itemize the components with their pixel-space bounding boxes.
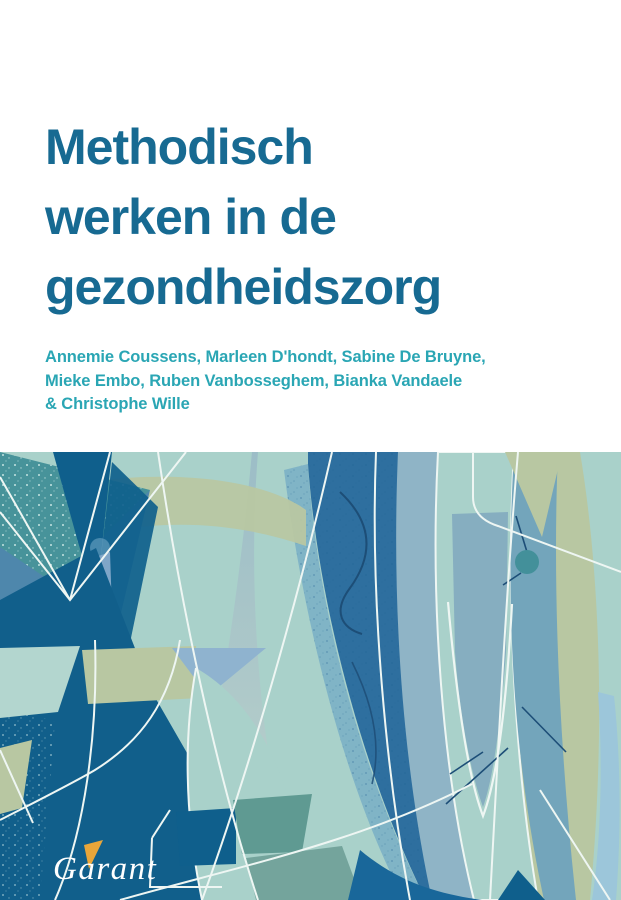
title-line-3: gezondheidszorg	[45, 259, 442, 315]
author-line-2: Mieke Embo, Ruben Vanbosseghem, Bianka Vandaele	[45, 371, 463, 390]
abstract-art-svg	[0, 452, 621, 900]
art-right-leaves	[396, 452, 621, 900]
author-line-3: & Christophe Wille	[45, 395, 190, 413]
cover-artwork	[0, 452, 621, 900]
author-line-1: Annemie Coussens, Marleen D'hondt, Sabine De Bruyne,	[45, 348, 486, 366]
book-title	[45, 112, 441, 322]
berry-dot	[515, 550, 539, 574]
title-line-2: werken in de	[45, 189, 336, 245]
book-authors	[45, 346, 486, 417]
title-line-1: Methodisch	[45, 119, 313, 175]
publisher-logo	[53, 851, 157, 888]
publisher-name: Garant	[53, 851, 158, 887]
